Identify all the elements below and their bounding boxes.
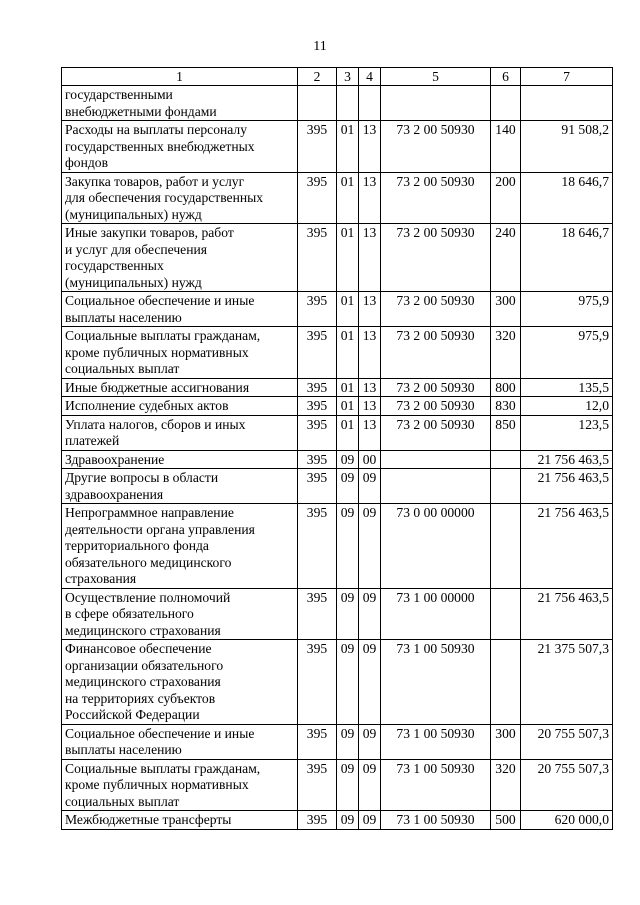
admin-code-cell: 395	[298, 121, 337, 173]
amount-cell: 21 375 507,3	[521, 640, 613, 725]
admin-code-cell: 395	[298, 172, 337, 224]
expense-name-cell	[62, 724, 298, 759]
target-article-cell	[381, 469, 491, 504]
subsection-code-cell: 09	[359, 640, 381, 725]
table-row	[62, 415, 613, 450]
expense-name-text: Социальное обеспечение и иные выплаты населению	[65, 725, 255, 757]
section-code-cell: 01	[337, 327, 359, 379]
column-header-3: 3	[337, 68, 359, 86]
section-code-cell: 09	[337, 450, 359, 469]
admin-code-cell: 395	[298, 450, 337, 469]
subsection-code-cell: 13	[359, 378, 381, 397]
admin-code-cell: 395	[298, 415, 337, 450]
target-article-cell: 73 0 00 00000	[381, 504, 491, 589]
expense-name-text: Закупка товаров, работ и услуг для обеспечения государственных (муниципальных) нужд	[65, 173, 264, 222]
subsection-code-cell: 13	[359, 121, 381, 173]
column-header-1: 1	[62, 68, 298, 86]
amount-cell: 21 756 463,5	[521, 469, 613, 504]
expense-name-cell	[62, 588, 298, 640]
amount-cell: 20 755 507,3	[521, 724, 613, 759]
admin-code-cell: 395	[298, 504, 337, 589]
target-article-cell: 73 2 00 50930	[381, 292, 491, 327]
admin-code-cell: 395	[298, 224, 337, 292]
admin-code-cell: 395	[298, 378, 337, 397]
expense-name-text: Иные бюджетные ассигнования	[65, 379, 250, 395]
expense-name-text: Социальные выплаты гражданам, кроме публичных нормативных социальных выплат	[65, 328, 261, 376]
subsection-code-cell: 09	[359, 504, 381, 589]
target-article-cell: 73 1 00 00000	[381, 588, 491, 640]
target-article-cell: 73 2 00 50930	[381, 415, 491, 450]
target-article-cell: 73 2 00 50930	[381, 397, 491, 416]
expense-name-cell	[62, 640, 298, 725]
expense-name-cell	[62, 759, 298, 811]
table-row	[62, 588, 613, 640]
expense-name-text: Здравоохранение	[65, 451, 165, 467]
expense-name-cell	[62, 378, 298, 397]
admin-code-cell: 395	[298, 640, 337, 725]
expense-type-cell	[491, 640, 521, 725]
expense-type-cell: 240	[491, 224, 521, 292]
target-article-cell: 73 2 00 50930	[381, 378, 491, 397]
section-code-cell: 01	[337, 172, 359, 224]
expense-name-cell	[62, 86, 298, 121]
expense-type-cell: 800	[491, 378, 521, 397]
subsection-code-cell: 13	[359, 415, 381, 450]
expense-type-cell: 850	[491, 415, 521, 450]
expense-name-cell	[62, 415, 298, 450]
subsection-code-cell: 09	[359, 759, 381, 811]
amount-cell: 123,5	[521, 415, 613, 450]
admin-code-cell: 395	[298, 327, 337, 379]
expense-name-text: Социальное обеспечение и иные выплаты населению	[65, 293, 255, 325]
target-article-cell: 73 1 00 50930	[381, 759, 491, 811]
table-row	[62, 121, 613, 173]
target-article-cell: 73 2 00 50930	[381, 121, 491, 173]
section-code-cell: 01	[337, 378, 359, 397]
table-row	[62, 86, 613, 121]
column-header-4: 4	[359, 68, 381, 86]
subsection-code-cell: 00	[359, 450, 381, 469]
amount-cell	[521, 86, 613, 121]
expense-name-text: государственными внебюджетными фондами	[65, 87, 217, 119]
expense-name-text: Уплата налогов, сборов и иных платежей	[65, 416, 246, 448]
expense-type-cell: 830	[491, 397, 521, 416]
target-article-cell: 73 2 00 50930	[381, 172, 491, 224]
amount-cell: 21 756 463,5	[521, 588, 613, 640]
table-body	[62, 86, 613, 830]
expense-name-cell	[62, 292, 298, 327]
table-row	[62, 504, 613, 589]
section-code-cell: 09	[337, 504, 359, 589]
expense-name-text: Расходы на выплаты персоналу государственных внебюджетных фондов	[65, 122, 255, 170]
amount-cell: 20 755 507,3	[521, 759, 613, 811]
table-row	[62, 224, 613, 292]
section-code-cell	[337, 86, 359, 121]
expense-name-cell	[62, 397, 298, 416]
amount-cell: 21 756 463,5	[521, 450, 613, 469]
target-article-cell: 73 2 00 50930	[381, 327, 491, 379]
table-row	[62, 469, 613, 504]
admin-code-cell: 395	[298, 397, 337, 416]
subsection-code-cell: 09	[359, 588, 381, 640]
column-header-6: 6	[491, 68, 521, 86]
amount-cell: 135,5	[521, 378, 613, 397]
table-row	[62, 397, 613, 416]
subsection-code-cell	[359, 86, 381, 121]
admin-code-cell: 395	[298, 292, 337, 327]
expense-type-cell	[491, 86, 521, 121]
section-code-cell: 01	[337, 292, 359, 327]
admin-code-cell: 395	[298, 724, 337, 759]
table-row	[62, 759, 613, 811]
expense-type-cell	[491, 504, 521, 589]
expense-name-cell	[62, 224, 298, 292]
expense-name-cell	[62, 327, 298, 379]
expense-type-cell	[491, 588, 521, 640]
expense-name-cell	[62, 469, 298, 504]
table-row	[62, 327, 613, 379]
expense-name-cell	[62, 121, 298, 173]
column-header-2: 2	[298, 68, 337, 86]
subsection-code-cell: 13	[359, 172, 381, 224]
target-article-cell: 73 1 00 50930	[381, 811, 491, 830]
table-row	[62, 450, 613, 469]
amount-cell: 18 646,7	[521, 224, 613, 292]
section-code-cell: 01	[337, 224, 359, 292]
expense-name-text: Социальные выплаты гражданам, кроме публичных нормативных социальных выплат	[65, 760, 261, 809]
expense-name-text: Межбюджетные трансферты	[65, 812, 232, 827]
table-row	[62, 640, 613, 725]
expense-name-text: Непрограммное направление деятельности органа управления территориального фонда обязательного медицинского страхования	[65, 505, 255, 586]
column-header-5: 5	[381, 68, 491, 86]
subsection-code-cell: 13	[359, 292, 381, 327]
section-code-cell: 09	[337, 469, 359, 504]
admin-code-cell: 395	[298, 811, 337, 830]
expense-type-cell: 300	[491, 724, 521, 759]
table-row	[62, 378, 613, 397]
expense-type-cell: 500	[491, 811, 521, 830]
expense-name-text: Иные закупки товаров, работ и услуг для обеспечения государственных (муниципальных) нужд	[65, 225, 234, 290]
subsection-code-cell: 09	[359, 469, 381, 504]
expense-name-cell	[62, 811, 298, 830]
expense-name-text: Исполнение судебных актов	[65, 398, 229, 413]
section-code-cell: 09	[337, 759, 359, 811]
target-article-cell	[381, 450, 491, 469]
subsection-code-cell: 09	[359, 811, 381, 830]
expense-name-text: Другие вопросы в области здравоохранения	[65, 470, 219, 502]
table-row	[62, 811, 613, 830]
subsection-code-cell: 13	[359, 397, 381, 416]
expense-type-cell: 300	[491, 292, 521, 327]
budget-table	[61, 67, 613, 830]
target-article-cell	[381, 86, 491, 121]
section-code-cell: 09	[337, 640, 359, 725]
subsection-code-cell: 13	[359, 224, 381, 292]
amount-cell: 91 508,2	[521, 121, 613, 173]
page-number: 11	[313, 39, 327, 54]
section-code-cell: 09	[337, 811, 359, 830]
admin-code-cell: 395	[298, 759, 337, 811]
target-article-cell: 73 2 00 50930	[381, 224, 491, 292]
expense-type-cell: 200	[491, 172, 521, 224]
target-article-cell: 73 1 00 50930	[381, 640, 491, 725]
header-row	[62, 68, 613, 86]
subsection-code-cell: 09	[359, 724, 381, 759]
amount-cell: 620 000,0	[521, 811, 613, 830]
amount-cell: 975,9	[521, 292, 613, 327]
admin-code-cell: 395	[298, 588, 337, 640]
table-row	[62, 172, 613, 224]
expense-type-cell	[491, 450, 521, 469]
admin-code-cell	[298, 86, 337, 121]
expense-name-text: Финансовое обеспечение организации обязательного медицинского страхования на территориях субъектов Российской Федерации	[65, 641, 224, 722]
section-code-cell: 01	[337, 121, 359, 173]
section-code-cell: 09	[337, 724, 359, 759]
amount-cell: 12,0	[521, 397, 613, 416]
expense-name-cell	[62, 504, 298, 589]
section-code-cell: 09	[337, 588, 359, 640]
amount-cell: 21 756 463,5	[521, 504, 613, 589]
section-code-cell: 01	[337, 397, 359, 416]
expense-name-text: Осуществление полномочий в сфере обязательного медицинского страхования	[65, 589, 231, 638]
expense-type-cell	[491, 469, 521, 504]
subsection-code-cell: 13	[359, 327, 381, 379]
admin-code-cell: 395	[298, 469, 337, 504]
expense-name-cell	[62, 172, 298, 224]
amount-cell: 18 646,7	[521, 172, 613, 224]
amount-cell: 975,9	[521, 327, 613, 379]
table-row	[62, 292, 613, 327]
expense-type-cell: 140	[491, 121, 521, 173]
table-row	[62, 724, 613, 759]
column-header-7: 7	[521, 68, 613, 86]
expense-type-cell: 320	[491, 327, 521, 379]
target-article-cell: 73 1 00 50930	[381, 724, 491, 759]
expense-type-cell: 320	[491, 759, 521, 811]
expense-name-cell	[62, 450, 298, 469]
section-code-cell: 01	[337, 415, 359, 450]
